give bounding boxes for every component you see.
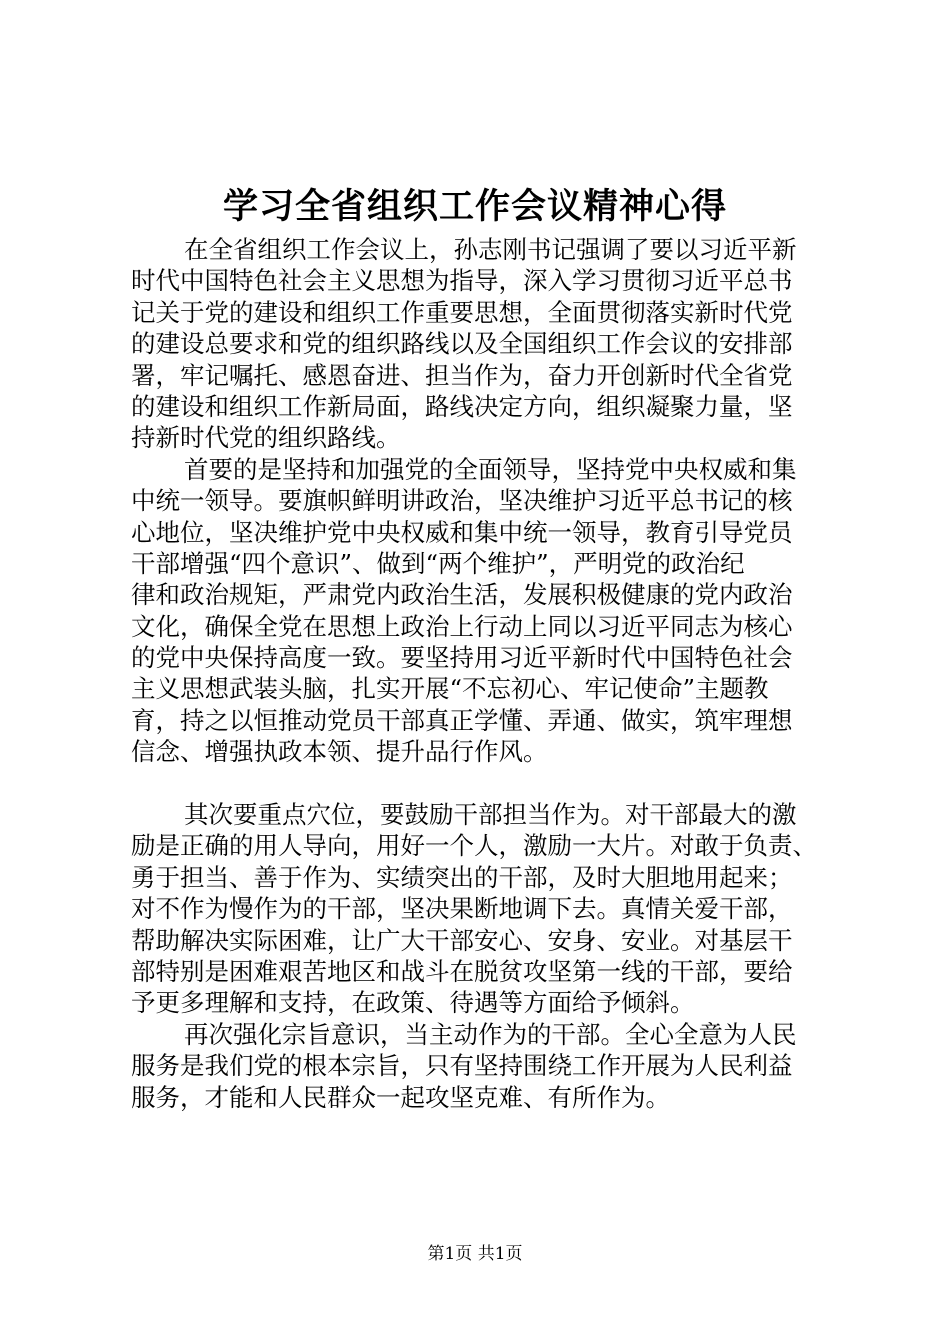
paragraph-line: 的党中央保持高度一致。要坚持用习近平新时代中国特色社会 — [131, 643, 793, 673]
paragraph-line: 主义思想武装头脑，扎实开展“不忘初心、牢记使命”主题教 — [131, 674, 769, 704]
page-footer: 第1页 共1页 — [427, 1244, 523, 1264]
paragraph-line: 记关于党的建设和组织工作重要思想，全面贯彻落实新时代党 — [131, 297, 793, 327]
paragraph-3 — [131, 799, 871, 1019]
paragraph-line: 时代中国特色社会主义思想为指导，深入学习贯彻习近平总书 — [131, 266, 793, 296]
paragraph-2 — [131, 454, 871, 799]
paragraph-line: 育，持之以恒推动党员干部真正学懂、弄通、做实，筑牢理想 — [131, 705, 793, 735]
paragraph-line: 对不作为慢作为的干部，坚决果断地调下去。真情关爱干部， — [131, 894, 793, 924]
paragraph-line: 再次强化宗旨意识，当主动作为的干部。全心全意为人民 — [184, 1019, 797, 1049]
paragraph-line: 干部增强“四个意识”、做到“两个维护”，严明党的政治纪 — [131, 548, 745, 578]
paragraph-line: 予更多理解和支持，在政策、待遇等方面给予倾斜。 — [131, 988, 695, 1018]
paragraph-line: 服务，才能和人民群众一起攻坚克难、有所作为。 — [131, 1082, 670, 1112]
paragraph-line: 律和政治规矩，严肃党内政治生活，发展积极健康的党内政治 — [131, 580, 793, 610]
paragraph-line: 帮助解决实际困难，让广大干部安心、安身、安业。对基层干 — [131, 925, 793, 955]
paragraph-line: 勇于担当、善于作为、实绩突出的干部，及时大胆地用起来； — [131, 862, 793, 892]
paragraph-line: 的建设总要求和党的组织路线以及全国组织工作会议的安排部 — [131, 329, 793, 359]
paragraph-line: 中统一领导。要旗帜鲜明讲政治，坚决维护习近平总书记的核 — [131, 486, 793, 516]
paragraph-line: 的建设和组织工作新局面，路线决定方向，组织凝聚力量，坚 — [131, 391, 793, 421]
paragraph-line: 其次要重点穴位，要鼓励干部担当作为。对干部最大的激 — [184, 800, 797, 830]
paragraph-line: 首要的是坚持和加强党的全面领导，坚持党中央权威和集 — [184, 454, 797, 484]
paragraph-line: 服务是我们党的根本宗旨，只有坚持围绕工作开展为人民利益 — [131, 1051, 793, 1081]
paragraph-line: 信念、增强执政本领、提升品行作风。 — [131, 737, 548, 767]
paragraph-4 — [131, 1019, 871, 1113]
paragraph-line: 持新时代党的组织路线。 — [131, 423, 401, 453]
paragraph-line: 文化，确保全党在思想上政治上行动上同以习近平同志为核心 — [131, 611, 793, 641]
paragraph-1 — [131, 234, 871, 454]
paragraph-line: 励是正确的用人导向，用好一个人，激励一大片。对敢于负责、 — [131, 831, 817, 861]
document-body — [131, 234, 871, 1113]
paragraph-line: 心地位，坚决维护党中央权威和集中统一领导，教育引导党员 — [131, 517, 793, 547]
paragraph-line: 署，牢记嘱托、感恩奋进、担当作为，奋力开创新时代全省党 — [131, 360, 793, 390]
paragraph-line — [131, 768, 871, 799]
paragraph-line: 在全省组织工作会议上，孙志刚书记强调了要以习近平新 — [184, 235, 797, 264]
document-title: 学习全省组织工作会议精神心得 — [222, 186, 727, 227]
paragraph-line: 部特别是困难艰苦地区和战斗在脱贫攻坚第一线的干部，要给 — [131, 956, 793, 986]
